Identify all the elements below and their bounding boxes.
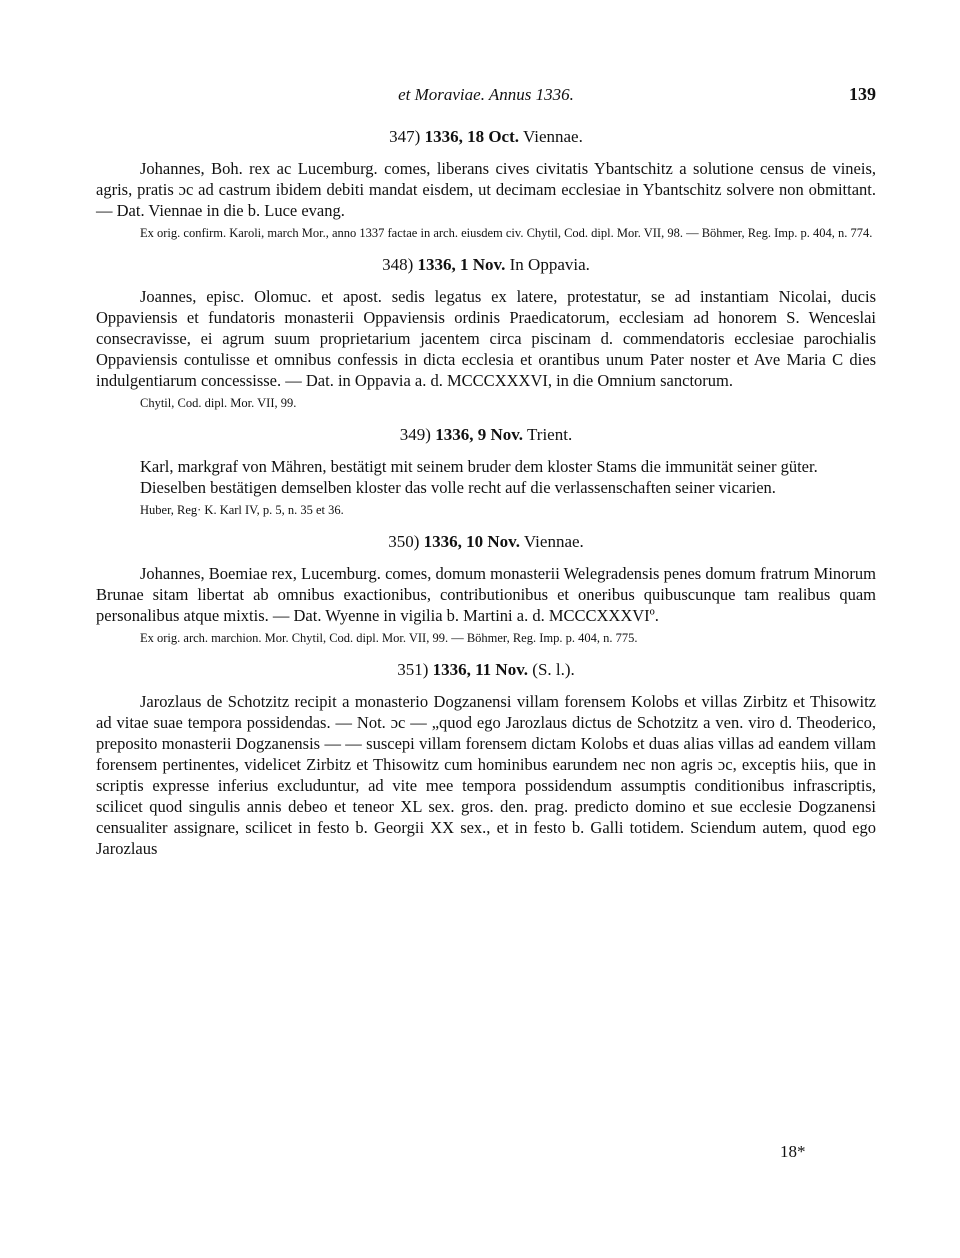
entry-place: Viennae. [522,127,583,146]
page-number: 139 [849,84,876,104]
entry-text: Johannes, Boemiae rex, Lucemburg. comes, domum monasterii Welegradensis penes domum fratrum Minorum Brunae sitam libertat ab omnibus exactionibus, contributionibus et oneribus quibuscunque tam realibus quam personalibus atque mixtis. — Dat. Wyenne in vigilia b. Martini a. d. MCCCXXXVIº. [96,564,876,625]
entry-date: 1336, 1 Nov. [417,255,506,274]
entry-place: Viennae. [523,532,584,551]
entry-heading [96,531,876,553]
entry-number: 349) [399,425,431,444]
entry-date: 1336, 11 Nov. [432,660,529,679]
entry-text: Johannes, Boh. rex ac Lucemburg. comes, liberans cives civitatis Ybantschitz a solutione census de vineis, agris, pratis ɔc ad castrum ibidem debiti mandat eisdem, ut decimam ecclesiae in Ybantschitz solvere non obmittant. — Dat. Viennae in die b. Luce evang. [96,159,876,220]
entry-date: 1336, 10 Nov. [423,532,520,551]
signature-mark: 18* [780,1142,806,1161]
entry-348 [96,254,876,412]
entry-source: Ex orig. confirm. Karoli, march Mor., anno 1337 factae in arch. eiusdem civ. Chytil, Cod. dipl. Mor. VII, 98. — Böhmer, Reg. Imp. p. 404, n. 774. [140,226,873,240]
entry-place: Trient. [527,425,573,444]
entry-text: Jarozlaus de Schotzitz recipit a monasterio Dogzanensi villam forensem Kolobs et villas Zirbitz et Thisowitz ad vitae suae tempora possidendas. — Not. ɔc — „quod ego Jarozlaus dictus de Schotzitz a ven. viro d. Theoderico, preposito monasterii Dogzanensis — — suscepi villam forensem dictam Kolobs et duas alias villas ad eandem villam forensem pertinentes, videlicet Zirbitz et Thisowitz cum hominibus earundem nec non agris ɔc, exceptis hiis, que in scriptis expresse inferius excluduntur, ad vite mee tempora possidendum assumptis conditionibus infrascriptis, scilicet quod singulis annis debeo et teneor XL sex. gros. den. prag. predicto domino et sue ecclesie Dogzanensi censualiter assignare, scilicet in festo b. Georgii XX sex., et in festo b. Galli totidem. Sciendum autem, quod ego Jarozlaus [96,692,876,858]
entry-number: 351) [397,660,429,679]
entry-heading [96,659,876,681]
entry-number: 350) [388,532,420,551]
document-body [96,126,876,865]
entry-place: (S. l.). [532,660,575,679]
entry-source: Ex orig. arch. marchion. Mor. Chytil, Cod. dipl. Mor. VII, 99. — Böhmer, Reg. Imp. p. 404, n. 775. [140,631,638,645]
entry-350 [96,531,876,647]
entry-number: 348) [382,255,414,274]
entry-347 [96,126,876,242]
entry-source: Huber, Reg· K. Karl IV, p. 5, n. 35 et 36. [140,503,344,517]
entry-date: 1336, 18 Oct. [424,127,520,146]
entry-source: Chytil, Cod. dipl. Mor. VII, 99. [140,396,297,410]
entry-text: Karl, markgraf von Mähren, bestätigt mit seinem bruder dem kloster Stams die immunität seiner güter. [140,457,818,476]
running-title: et Moraviae. Annus 1336. [398,85,574,104]
entry-349 [96,424,876,519]
entry-heading [96,254,876,276]
running-head [96,84,876,110]
entry-text-second: Dieselben bestätigen demselben kloster das volle recht auf die verlassenschaften seiner vicarien. [140,478,776,497]
entry-heading [96,126,876,148]
entry-351 [96,659,876,859]
entry-number: 347) [389,127,421,146]
entry-date: 1336, 9 Nov. [435,425,524,444]
entry-heading [96,424,876,446]
entry-place: In Oppavia. [509,255,590,274]
entry-text: Joannes, episc. Olomuc. et apost. sedis legatus ex latere, protestatur, se ad instantiam Nicolai, ducis Oppaviensis et fundatoris monasterii Oppaviensis ordinis Praedicatorum, ecclesiam ad honorem S. Wenceslai consecravisse, ei agrum suum proprietarium jacentem circa piscinam d. commendatoris ecclesiae parochialis Oppaviensis contulisse et omnibus confessis in dicta ecclesia et orantibus unum Pater noster et Ave Maria C dies indulgentiarum concessisse. — Dat. in Oppavia a. d. MCCCXXXVI, in die Omnium sanctorum. [96,287,876,390]
